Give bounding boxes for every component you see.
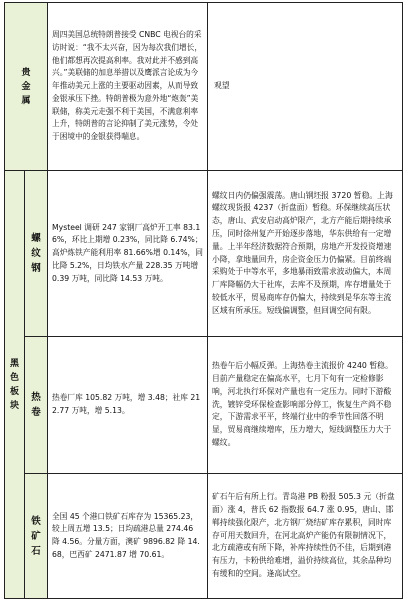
view-cell-hrc xyxy=(208,337,403,474)
view-text-rebar: 螺纹日内仍偏强震荡。唐山钢坯报 3720 暂稳。上海螺纹现货报 4237（折盘面）暂稳。环保继续高压状态，唐山、武安启动高炉限产，北方产能后期持续承压，同时徐州复产开始逐步落地，华东供给有一定增量。上半年经济数据符合预期，房地产开发投资增速小降，拿地量回升，房企资金压力仍偏紧。目前终端采购处于中等水平，多地暴雨致需求波动偏大，本周厂库降幅仍大于社库，去库不及预期，库存增量处于较低水平，贸易商库存仍偏大，持续到是华东等主流区域有所承压。短线偏调整，但回调空间有限。 xyxy=(212,190,393,315)
view-cell-rebar xyxy=(208,171,403,337)
item-char: 热 xyxy=(31,392,41,403)
sector-char: 色 xyxy=(9,372,19,383)
sector-cell-precious-metals xyxy=(5,3,48,171)
summary-text-hrc: 热卷厂库 105.82 万吨，增 3.48；社库 212.77 万吨，增 5.13。 xyxy=(52,393,201,415)
summary-cell-rebar xyxy=(48,171,208,337)
view-text-hrc: 热卷午后小幅反弹。上海热卷主流报价 4240 暂稳。目前产量稳定在偏高水平，七月下旬有一定检修影响，河北执行环保对产量也有一定压力。同时下游酸洗，镀锌受环保检查影响部分停工，恢复生产尚不稳定，下游需求平平，终端行业中的季节性回落不明显，贸易商继续增库，压力增大，短线调整压力大于螺纹。 xyxy=(212,361,393,447)
summary-text-gold: 周四美国总统特朗普接受 CNBC 电视台的采访时说：“我不太兴奋，因为每次我们增长，他们都想再次提高利率。我对此并不感到高兴。”美联储的加息举措以及鹰派言论成为今年推动美元上涨的主要驱动因素，从而导致金银承压下挫。特朗普极为意外地“炮轰”美联储，称美元走强不利于美国，不满意利率上升，特朗普的言论抑制了美元涨势，令处于困境中的金银获得喘息。 xyxy=(52,30,203,141)
item-cell-iron-ore xyxy=(25,474,48,599)
sector-char: 贵 xyxy=(21,67,31,78)
item-char: 螺 xyxy=(31,233,41,244)
commodity-table xyxy=(4,2,403,599)
table-row-rebar xyxy=(5,171,403,337)
table-row-hrc xyxy=(5,337,403,474)
sector-char: 板 xyxy=(9,386,19,397)
summary-text-rebar: Mysteel 调研 247 家钢厂高炉开工率 83.16%，环比上期增 0.23%，同比降 6.74%；高炉炼铁产能利用率 81.66%增 0.14%，同比降 5.2%，日均铁水产量 228.35 万吨增 0.39 万吨，同比降 14.53 万吨。 xyxy=(52,222,203,283)
view-cell-gold xyxy=(208,3,403,171)
table-row-precious-metals xyxy=(5,3,403,171)
view-text-iron-ore: 矿石午后有所上行。青岛港 PB 粉报 505.3 元（折盘面）涨 4，普氏 62 指数报 64.7 涨 0.95，唐山、邯郸持续强化限产，北方钢厂烧结矿库存累积，同时库存可用天数回升，在河北高炉产能仍有限制情况下，北方疏港或有所下降，补库持续性仍不佳，后期到港有压力，卡粉供给难增，溢价持续高位，其余品种均有缓和的空间。逢高试空。 xyxy=(212,492,395,578)
item-char: 铁 xyxy=(31,515,41,527)
view-text-gold: 观望 xyxy=(214,81,230,91)
item-char: 石 xyxy=(31,545,41,557)
summary-cell-iron-ore xyxy=(48,474,208,599)
item-char: 矿 xyxy=(31,530,41,542)
market-report-table xyxy=(4,2,403,599)
table-row-iron-ore xyxy=(5,474,403,599)
sector-char: 黑 xyxy=(9,358,19,369)
summary-text-iron-ore: 全国 45 个港口铁矿石库存为 15365.23，较上周五增 13.5；日均疏港总量 274.46 降 4.56。分量方面，澳矿 9896.82 降 14.68，巴西矿 2471.87 增 70.61。 xyxy=(52,511,200,559)
item-char: 钢 xyxy=(31,263,41,274)
item-char: 卷 xyxy=(31,407,41,418)
sector-cell-ferrous xyxy=(5,171,25,599)
summary-cell-gold xyxy=(48,3,208,171)
item-char: 纹 xyxy=(31,248,41,259)
view-cell-iron-ore xyxy=(208,474,403,599)
item-cell-hrc xyxy=(25,337,48,474)
sector-char: 块 xyxy=(9,400,19,411)
summary-cell-hrc xyxy=(48,337,208,474)
sector-char: 金 xyxy=(21,81,31,92)
sector-char: 属 xyxy=(21,95,31,106)
item-cell-rebar xyxy=(25,171,48,337)
